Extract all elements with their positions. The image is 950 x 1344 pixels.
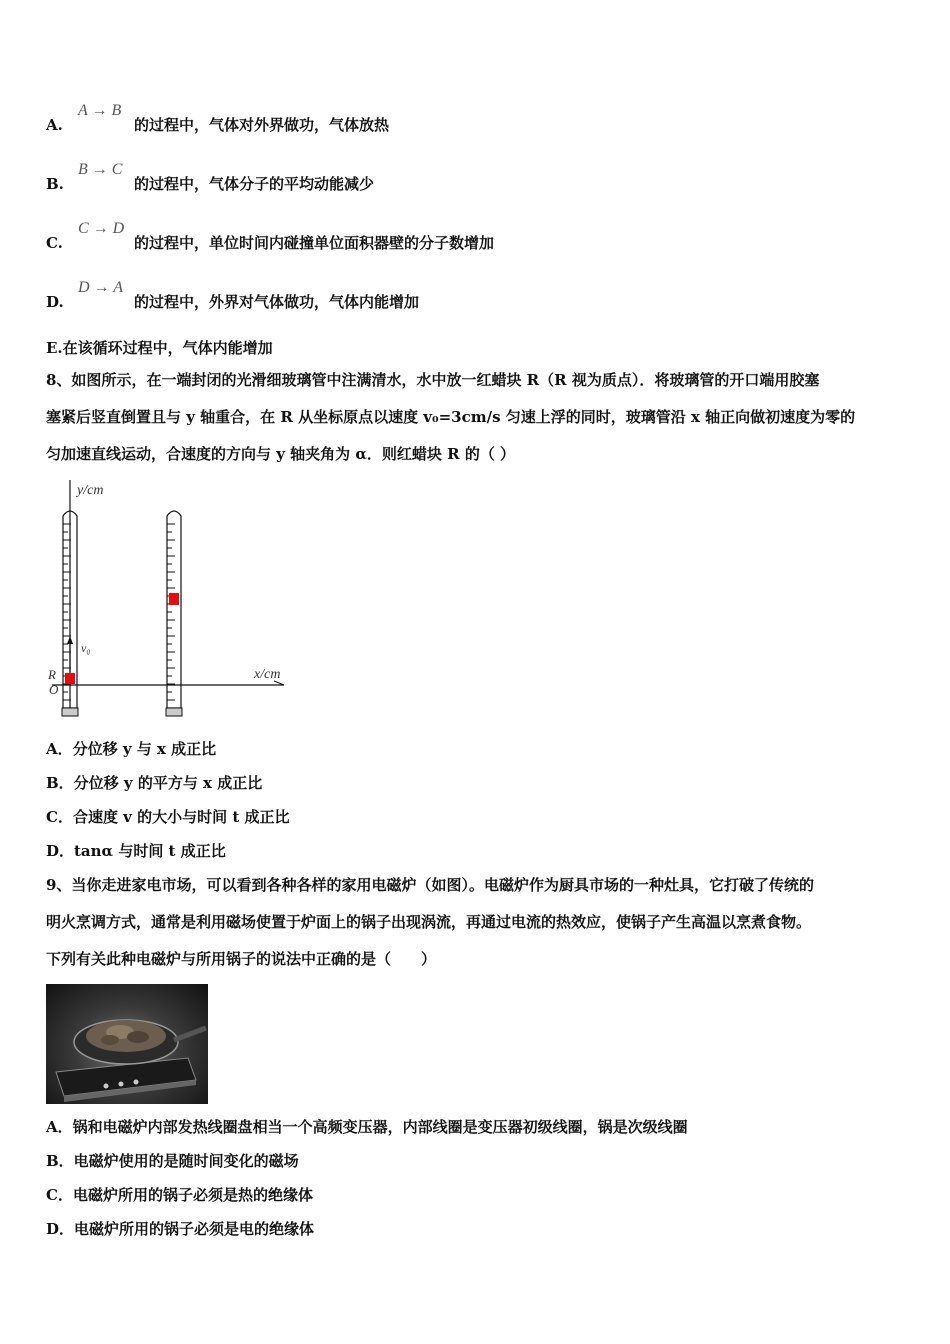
option-text: 的过程中，气体对外界做功，气体放热 xyxy=(134,116,390,134)
q9-option-d: D．电磁炉所用的锅子必须是电的绝缘体 xyxy=(46,1220,315,1238)
option-expression: C → D xyxy=(78,220,125,237)
option-key: D. xyxy=(46,293,64,311)
q8-figure xyxy=(40,480,300,725)
stem-line: 塞紧后竖直倒置且与 y 轴重合，在 R 从坐标原点以速度 v₀=3cm/s 匀速上浮的同时，玻璃管沿 x 轴正向做初速度为零的 xyxy=(46,408,856,426)
q8-option-b: B．分位移 y 的平方与 x 成正比 xyxy=(46,774,263,792)
option-key: B. xyxy=(46,175,64,193)
option-text: 的过程中，气体分子的平均动能减少 xyxy=(134,175,375,193)
option-text: 的过程中，单位时间内碰撞单位面积器壁的分子数增加 xyxy=(134,234,495,252)
q8-stem xyxy=(46,362,908,473)
option-expression: A → B xyxy=(78,102,122,119)
induction-cooker-illustration xyxy=(46,984,208,1104)
option-expression: B → C xyxy=(78,161,123,178)
wax-block-origin xyxy=(65,673,75,684)
wax-block-moved xyxy=(169,593,179,605)
option-key: A. xyxy=(46,116,63,134)
x-axis-label: x/cm xyxy=(254,667,281,682)
q9-option-b: B．电磁炉使用的是随时间变化的磁场 xyxy=(46,1152,299,1170)
stem-line: 明火烹调方式，通常是利用磁场使置于炉面上的锅子出现涡流，再通过电流的热效应，使锅子产生高温以烹煮食物。 xyxy=(46,913,812,931)
option-text: 的过程中，外界对气体做功，气体内能增加 xyxy=(134,293,420,311)
q7-option-b xyxy=(46,161,375,194)
q9-option-c: C．电磁炉所用的锅子必须是热的绝缘体 xyxy=(46,1186,313,1204)
q9-option-a: A．锅和电磁炉内部发热线圈盘相当一个高频变压器，内部线圈是变压器初级线圈，锅是次级线圈 xyxy=(46,1118,688,1136)
option-expression: D → A xyxy=(78,279,124,296)
q8-option-a: A．分位移 y 与 x 成正比 xyxy=(46,740,217,758)
q8-option-c: C．合速度 v 的大小与时间 t 成正比 xyxy=(46,808,290,826)
origin-label: O xyxy=(49,682,59,697)
stem-line: 下列有关此种电磁炉与所用锅子的说法中正确的是（ ） xyxy=(46,950,437,968)
q7-option-c xyxy=(46,220,495,253)
q7-option-a xyxy=(46,102,390,135)
q9-stem xyxy=(46,867,908,978)
q8-option-d: D．tanα 与时间 t 成正比 xyxy=(46,842,226,860)
stem-line: 8、如图所示，在一端封闭的光滑细玻璃管中注满清水，水中放一红蜡块 R（R 视为质点）．将玻璃管的开口端用胶塞 xyxy=(46,371,820,389)
block-label: R xyxy=(48,667,56,682)
q7-option-d xyxy=(46,279,420,312)
velocity-label: v₀ xyxy=(81,641,91,655)
induction-cooker-photo xyxy=(46,984,208,1104)
stem-line: 9、当你走进家电市场，可以看到各种各样的家用电磁炉（如图）。电磁炉作为厨具市场的一种灶具，它打破了传统的 xyxy=(46,876,814,894)
stem-line: 匀加速直线运动，合速度的方向与 y 轴夹角为 α．则红蜡块 R 的（ ） xyxy=(46,445,516,463)
q7-option-e: E.在该循环过程中，气体内能增加 xyxy=(46,339,273,357)
y-axis-label: y/cm xyxy=(77,483,104,498)
velocity-arrow xyxy=(67,636,73,672)
option-key: C. xyxy=(46,234,63,252)
